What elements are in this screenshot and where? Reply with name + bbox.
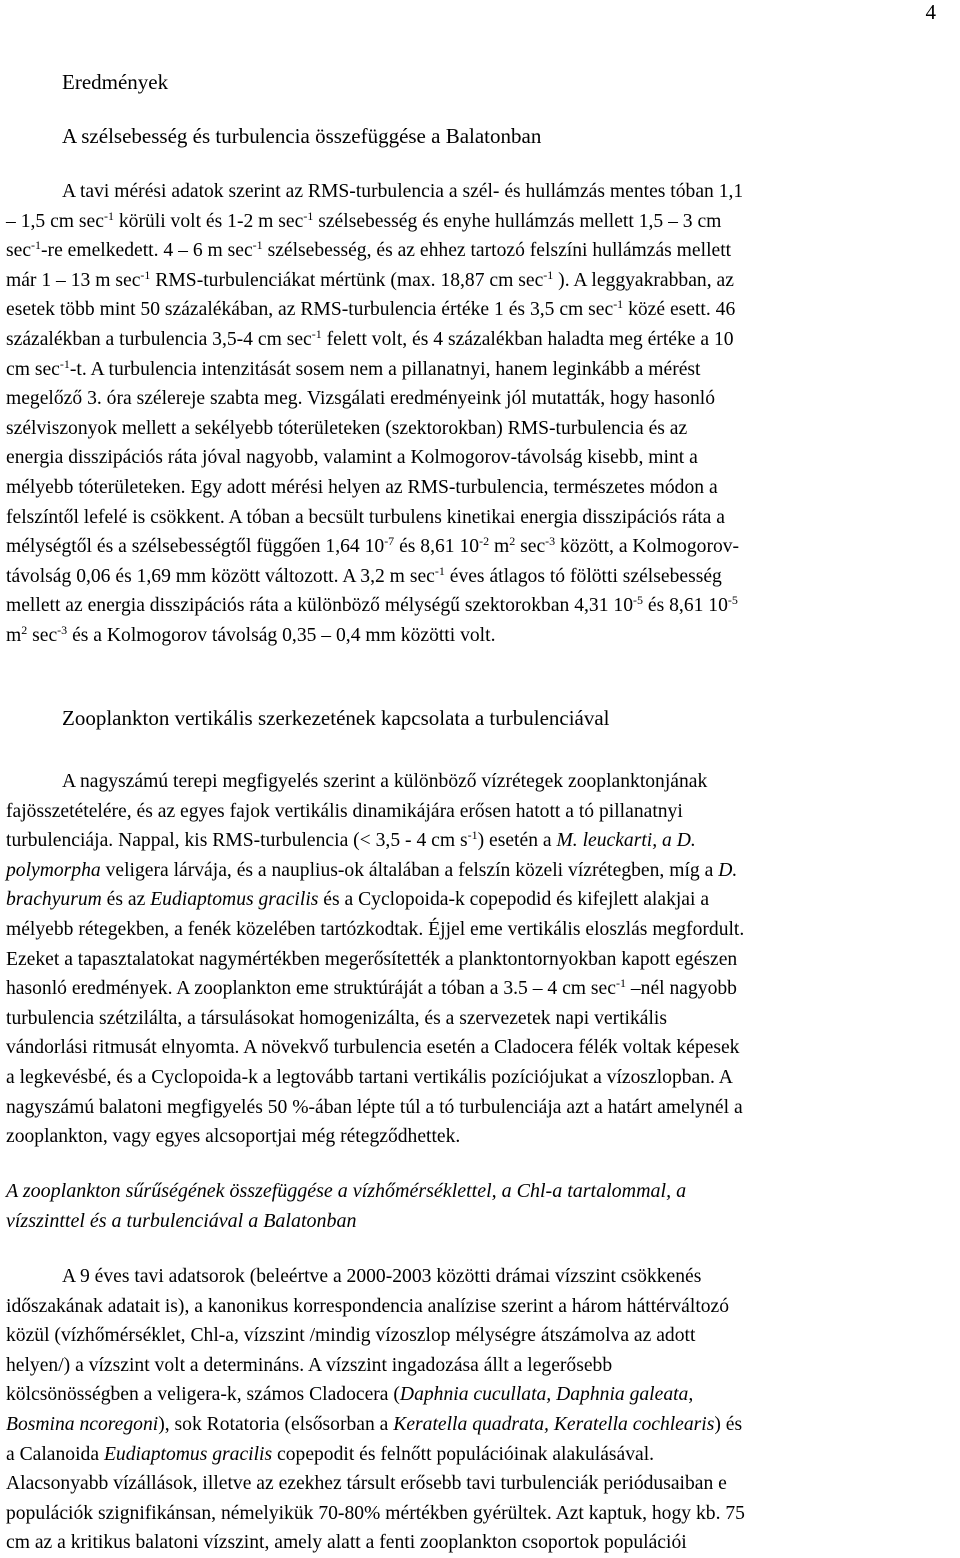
text-line: mélyebb tóterületeken. Egy adott mérési helyen az RMS-turbulencia, természetes módon a	[6, 476, 718, 498]
text-line: mellett az energia disszipációs ráta a különböző mélységű szektorokban 4,31 $10^{-5}$ és 8,61 $10^{-5}$	[6, 593, 738, 617]
text-line: Bosmina ncoregoni), sok Rotatoria (elsősorban a Keratella quadrata, Keratella cochlearis) és	[6, 1413, 743, 1435]
text-line: százalékban a turbulencia 3,5-4 cm $\sec^{-1}$ felett volt, és 4 százalékban haladta meg értéke a 10	[6, 326, 734, 350]
text-line: időszakának adatait is), a kanonikus korrespondencia analízise szerint a három háttérváltozó	[6, 1295, 730, 1317]
text-line: szélviszonyok mellett a sekélyebb tóterületeken (szektorokban) RMS-turbulencia és az	[6, 417, 688, 439]
text-line: populációk szignifikánsan, némelyikük 70-80% mértékben gyérültek. Azt kaptuk, hogy kb. 75	[6, 1502, 745, 1524]
text-line: közül (vízhőmérséklet, Chl-a, vízszint /mindig vízoszlop mélységre átszámolva az adott	[6, 1325, 696, 1347]
text-line: esetek több mint 50 százalékában, az RMS-turbulencia értéke 1 és 3,5 cm $\sec^{-1}$ közé esett. 46	[6, 297, 736, 321]
text-line: felszíntől lefelé is csökkent. A tóban a becsült turbulens kinetikai energia disszipációs ráta a	[6, 506, 725, 528]
section-title-wind-turbulence: A szélsebesség és turbulencia összefüggése a Balatonban	[62, 124, 542, 148]
text-line: a Calanoida Eudiaptomus gracilis copepodit és felnőtt populációinak alakulásával.	[6, 1443, 655, 1465]
text-line: fajösszetételére, és az egyes fajok vertikális dinamikájára erősen hatott a tó pillanatnyi	[6, 800, 683, 822]
text-line: Ezeket a tapasztalatokat nagymértékben megerősítették a planktontornyokban kapott egészen	[6, 948, 738, 970]
text-line: A nagyszámú terepi megfigyelés szerint a különböző vízrétegek zooplanktonjának	[62, 771, 708, 792]
text-line: A 9 éves tavi adatsorok (beleértve a 2000-2003 közötti drámai vízszint csökkenés	[62, 1266, 702, 1287]
text-line: brachyurum és az Eudiaptomus gracilis és a Cyclopoida-k copepodid és kifejlett alakjai a	[6, 889, 710, 911]
paragraph-wind-turbulence	[6, 177, 954, 651]
text-line: mélyebb rétegekben, a fenék közelében tartózkodtak. Éjjel eme vertikális eloszlás megfordult.	[6, 918, 745, 940]
text-line: turbulencia szétzilálta, a társulásokat homogenizálta, és a szervezetek napi vertikális	[6, 1007, 668, 1029]
text-line: energia disszipációs ráta jóval nagyobb, valamint a Kolmogorov-távolság kisebb, mint a	[6, 447, 698, 469]
text-line: helyen/) a vízszint volt a determináns. A vízszint ingadozása állt a legerősebb	[6, 1354, 613, 1376]
text-line: $\sec^{-1}-re$ emelkedett. 4 – 6 m $\sec^{-1}$ szélsebesség, és az ehhez tartozó felszíni hullámzás mellett	[6, 238, 732, 262]
section-title-zooplankton-density: A zooplankton sűrűségének összefüggése a vízhőmérséklettel, a Chl-a tartalommal, a vízszinttel és a turbulenciával a Balatonban	[6, 1180, 687, 1232]
text-line: a legkevésbé, és a Cyclopoida-k a legtovább tartani vertikális pozíciójukat a vízoszlopban. A	[6, 1066, 733, 1088]
section-title-zooplankton-vertical: Zooplankton vertikális szerkezetének kapcsolata a turbulenciával	[62, 706, 610, 730]
text-line: Alacsonyabb vízállások, illetve az ezekhez társult erősebb tavi turbulenciák periódusaiban e	[6, 1473, 727, 1495]
text-line: már 1 – 13 m $\sec^{-1}$ RMS-turbulenciákat mértünk (max. 18,87 cm $\sec^{-1}$ ). A leggyakrabban, az	[6, 267, 734, 291]
text-line: vándorlási ritmusát elnyomta. A növekvő turbulencia esetén a Cladocera félék voltak képesek	[6, 1037, 740, 1059]
text-line: zooplankton, vagy egyes alcsoportjai még rétegződhettek.	[6, 1126, 461, 1148]
text-line: polymorpha veligera lárvája, és a nauplius-ok általában a felszín közeli vízrétegben, míg a D.	[6, 859, 738, 881]
text-line: turbulenciája. Nappal, kis RMS-turbulencia (< 3,5 - 4 cm $s^{-1}$) esetén a M. leuckarti, a D.	[6, 828, 696, 852]
text-line: távolság 0,06 és 1,69 mm között változott. A 3,2 m $\sec^{-1}$ éves átlagos tó fölötti szélsebesség	[6, 563, 722, 587]
text-line: cm $\sec^{-1}-t$. A turbulencia intenzitását sosem nem a pillanatnyi, hanem leginkább a mérést	[6, 356, 701, 380]
text-line: kölcsönösségben a veligera-k, számos Cladocera (Daphnia cucullata, Daphnia galeata,	[6, 1384, 694, 1406]
text-line: mélységtől és a szélsebességtől függően 1,64 $10^{-7}$ és 8,61 $10^{-2}$ $m^2$ $\sec^{-3}$ között, a Kolmogorov-	[6, 534, 740, 558]
paragraph-zooplankton-vertical	[6, 767, 954, 1152]
paragraph-zooplankton-density	[6, 1262, 954, 1558]
text-line: nagyszámú balatoni megfigyelés 50 %-ában lépte túl a tó turbulenciája azt a határt amelynél a	[6, 1096, 743, 1118]
text-line: A tavi mérési adatok szerint az RMS-turbulencia a szél- és hullámzás mentes tóban 1,1	[62, 181, 744, 202]
text-line: $m^2$ $\sec^{-3}$ és a Kolmogorov távolság 0,35 – 0,4 mm közötti volt.	[6, 622, 496, 646]
text-line: hasonló eredmények. A zooplankton eme struktúráját a tóban a 3.5 – 4 cm $\sec^{-1}$ –nél nagyobb	[6, 976, 737, 1000]
text-line: megelőző 3. óra szélereje szabta meg. Vizsgálati eredményeink jól mutatták, hogy hasonló	[6, 388, 716, 410]
text-line: cm az a kritikus balatoni vízszint, amely alatt a fenti zooplankton csoportok populációi	[6, 1532, 687, 1554]
text-line: – 1,5 cm $\sec^{-1}$ körüli volt és 1-2 m $\sec^{-1}$ szélsebesség és enyhe hullámzás mellett 1,5 – 3 cm	[6, 208, 722, 232]
page-heading: Eredmények	[62, 70, 169, 94]
page-number: 4	[925, 0, 936, 24]
